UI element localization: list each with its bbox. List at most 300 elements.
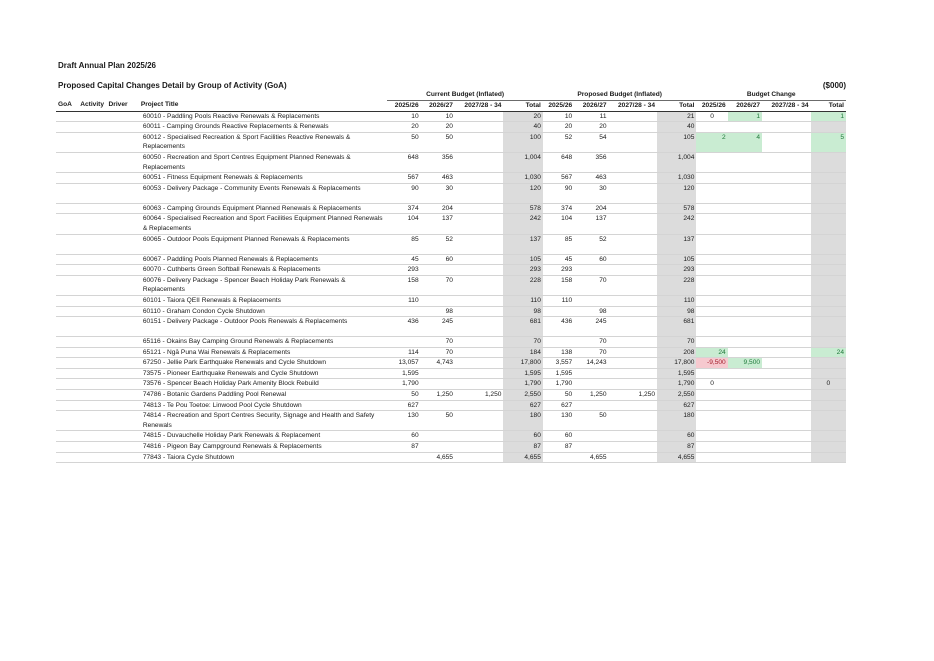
proposed-total-cell: 242 — [657, 214, 696, 234]
current-2027-cell — [455, 379, 503, 390]
current-2025-cell: 130 — [387, 411, 420, 431]
project-title-cell: 60050 - Recreation and Sport Centres Equipment Planned Renewals & Replacements — [139, 152, 387, 172]
activity-cell — [78, 368, 106, 379]
col-prop-2027: 2027/28 - 34 — [609, 100, 657, 111]
current-2025-cell: 13,057 — [387, 358, 420, 369]
change-2027-cell — [762, 214, 810, 234]
proposed-total-cell: 21 — [657, 111, 696, 122]
change-2027-cell — [762, 337, 810, 348]
change-2026-cell — [728, 442, 762, 453]
change-total-cell — [811, 265, 846, 276]
capital-changes-table — [56, 90, 846, 463]
proposed-2026-cell — [574, 379, 608, 390]
change-2025-cell — [696, 337, 727, 348]
goa-cell — [56, 442, 78, 453]
current-2025-cell: 20 — [387, 122, 420, 133]
change-2025-cell — [696, 295, 727, 306]
goa-cell — [56, 347, 78, 358]
proposed-2025-cell: 52 — [543, 132, 574, 152]
current-total-cell: 2,550 — [503, 390, 542, 401]
proposed-2026-cell: 52 — [574, 234, 608, 254]
proposed-2026-cell: 20 — [574, 122, 608, 133]
current-2027-cell — [455, 400, 503, 411]
change-2027-cell — [762, 306, 810, 317]
change-2025-cell — [696, 203, 727, 214]
proposed-total-cell: 137 — [657, 234, 696, 254]
current-2026-cell: 52 — [421, 234, 455, 254]
goa-cell — [56, 275, 78, 295]
goa-cell — [56, 317, 78, 337]
project-title-cell: 74814 - Recreation and Sport Centres Security, Signage and Health and Safety Renewals — [139, 411, 387, 431]
current-2027-cell — [455, 337, 503, 348]
project-title-cell: 73575 - Pioneer Earthquake Renewals and Cycle Shutdown — [139, 368, 387, 379]
table-row — [56, 358, 846, 369]
change-total-cell — [811, 452, 846, 463]
driver-cell — [107, 452, 139, 463]
driver-cell — [107, 431, 139, 442]
driver-cell — [107, 111, 139, 122]
activity-cell — [78, 431, 106, 442]
activity-cell — [78, 173, 106, 184]
change-total-cell — [811, 183, 846, 203]
proposed-2027-cell — [609, 295, 657, 306]
current-2026-cell: 356 — [421, 152, 455, 172]
driver-cell — [107, 234, 139, 254]
proposed-total-cell: 120 — [657, 183, 696, 203]
current-2026-cell: 98 — [421, 306, 455, 317]
activity-cell — [78, 214, 106, 234]
current-2026-cell: 30 — [421, 183, 455, 203]
driver-cell — [107, 183, 139, 203]
current-2026-cell: 463 — [421, 173, 455, 184]
goa-cell — [56, 132, 78, 152]
current-total-cell: 105 — [503, 254, 542, 265]
current-2025-cell: 627 — [387, 400, 420, 411]
current-2027-cell — [455, 452, 503, 463]
proposed-total-cell: 17,800 — [657, 358, 696, 369]
proposed-2027-cell — [609, 400, 657, 411]
current-2025-cell — [387, 337, 420, 348]
proposed-2026-cell: 70 — [574, 337, 608, 348]
change-total-cell: 0 — [811, 379, 846, 390]
goa-cell — [56, 306, 78, 317]
goa-cell — [56, 452, 78, 463]
change-total-cell: 1 — [811, 111, 846, 122]
change-2027-cell — [762, 347, 810, 358]
change-2027-cell — [762, 295, 810, 306]
driver-cell — [107, 306, 139, 317]
driver-cell — [107, 337, 139, 348]
proposed-2027-cell — [609, 214, 657, 234]
proposed-2025-cell: 60 — [543, 431, 574, 442]
current-2027-cell — [455, 214, 503, 234]
table-row — [56, 431, 846, 442]
proposed-total-cell: 208 — [657, 347, 696, 358]
change-total-cell — [811, 368, 846, 379]
proposed-2026-cell: 4,655 — [574, 452, 608, 463]
current-total-cell: 100 — [503, 132, 542, 152]
current-2026-cell — [421, 379, 455, 390]
change-total-cell — [811, 431, 846, 442]
current-2027-cell — [455, 411, 503, 431]
proposed-total-cell: 578 — [657, 203, 696, 214]
current-2026-cell: 4,743 — [421, 358, 455, 369]
activity-cell — [78, 306, 106, 317]
change-total-cell — [811, 234, 846, 254]
change-2025-cell — [696, 306, 727, 317]
table-row — [56, 400, 846, 411]
project-title-cell: 77843 - Taiora Cycle Shutdown — [139, 452, 387, 463]
current-2025-cell — [387, 306, 420, 317]
change-2026-cell — [728, 431, 762, 442]
goa-cell — [56, 358, 78, 369]
proposed-2026-cell — [574, 442, 608, 453]
proposed-2025-cell — [543, 306, 574, 317]
current-2025-cell: 104 — [387, 214, 420, 234]
activity-cell — [78, 203, 106, 214]
driver-cell — [107, 390, 139, 401]
proposed-total-cell: 1,595 — [657, 368, 696, 379]
change-total-cell — [811, 203, 846, 214]
change-2027-cell — [762, 132, 810, 152]
change-total-cell — [811, 254, 846, 265]
current-2025-cell: 114 — [387, 347, 420, 358]
change-2026-cell — [728, 295, 762, 306]
driver-cell — [107, 411, 139, 431]
proposed-2027-cell — [609, 173, 657, 184]
current-2026-cell: 70 — [421, 275, 455, 295]
change-2026-cell — [728, 214, 762, 234]
driver-cell — [107, 152, 139, 172]
col-driver: Driver — [107, 100, 139, 111]
current-2025-cell: 567 — [387, 173, 420, 184]
current-total-cell: 1,790 — [503, 379, 542, 390]
goa-cell — [56, 379, 78, 390]
change-2025-cell: 0 — [696, 379, 727, 390]
current-2026-cell: 50 — [421, 132, 455, 152]
table-row — [56, 452, 846, 463]
proposed-2026-cell: 54 — [574, 132, 608, 152]
project-title-cell: 74816 - Pigeon Bay Campground Renewals & Replacements — [139, 442, 387, 453]
current-2027-cell — [455, 173, 503, 184]
current-2027-cell — [455, 358, 503, 369]
proposed-2027-cell — [609, 183, 657, 203]
table-row — [56, 122, 846, 133]
current-2026-cell: 1,250 — [421, 390, 455, 401]
project-title-cell: 73576 - Spencer Beach Holiday Park Amenity Block Rebuild — [139, 379, 387, 390]
col-goa: GoA — [56, 100, 78, 111]
project-title-cell: 60012 - Specialised Recreation & Sport Facilities Reactive Renewals & Replacements — [139, 132, 387, 152]
activity-cell — [78, 347, 106, 358]
table-row — [56, 411, 846, 431]
current-2025-cell: 293 — [387, 265, 420, 276]
change-total-cell: 24 — [811, 347, 846, 358]
current-2027-cell — [455, 203, 503, 214]
proposed-total-cell: 228 — [657, 275, 696, 295]
proposed-2025-cell: 648 — [543, 152, 574, 172]
driver-cell — [107, 368, 139, 379]
change-2026-cell — [728, 275, 762, 295]
change-2027-cell — [762, 400, 810, 411]
goa-cell — [56, 111, 78, 122]
goa-cell — [56, 152, 78, 172]
change-2025-cell — [696, 152, 727, 172]
proposed-2026-cell: 137 — [574, 214, 608, 234]
change-2026-cell — [728, 265, 762, 276]
current-2027-cell — [455, 317, 503, 337]
change-2027-cell — [762, 183, 810, 203]
proposed-2027-cell — [609, 431, 657, 442]
proposed-2026-cell: 98 — [574, 306, 608, 317]
project-title-cell: 60076 - Delivery Package - Spencer Beach Holiday Park Renewals & Replacements — [139, 275, 387, 295]
change-2027-cell — [762, 379, 810, 390]
proposed-2026-cell: 204 — [574, 203, 608, 214]
proposed-total-cell: 1,004 — [657, 152, 696, 172]
proposed-2025-cell: 50 — [543, 390, 574, 401]
col-project-title: Project Title — [139, 100, 387, 111]
table-row — [56, 265, 846, 276]
current-2025-cell: 158 — [387, 275, 420, 295]
proposed-2026-cell: 11 — [574, 111, 608, 122]
proposed-2025-cell: 85 — [543, 234, 574, 254]
current-total-cell: 20 — [503, 111, 542, 122]
change-2025-cell — [696, 214, 727, 234]
table-row — [56, 379, 846, 390]
activity-cell — [78, 337, 106, 348]
project-title-cell: 74813 - Te Pou Toetoe: Linwood Pool Cycle Shutdown — [139, 400, 387, 411]
column-header-row — [56, 100, 846, 111]
goa-cell — [56, 214, 78, 234]
proposed-total-cell: 40 — [657, 122, 696, 133]
current-2027-cell — [455, 152, 503, 172]
change-2025-cell: 0 — [696, 111, 727, 122]
col-chg-2027: 2027/28 - 34 — [762, 100, 810, 111]
current-2027-cell — [455, 122, 503, 133]
change-2025-cell — [696, 265, 727, 276]
activity-cell — [78, 295, 106, 306]
current-2026-cell: 70 — [421, 337, 455, 348]
proposed-2025-cell: 436 — [543, 317, 574, 337]
current-2027-cell — [455, 265, 503, 276]
change-2026-cell: 4 — [728, 132, 762, 152]
proposed-2027-cell — [609, 275, 657, 295]
change-2025-cell: 2 — [696, 132, 727, 152]
change-2027-cell — [762, 411, 810, 431]
project-title-cell: 60067 - Paddling Pools Planned Renewals & Replacements — [139, 254, 387, 265]
current-2026-cell — [421, 442, 455, 453]
change-2025-cell — [696, 122, 727, 133]
proposed-2027-cell — [609, 379, 657, 390]
proposed-2025-cell: 87 — [543, 442, 574, 453]
current-total-cell: 293 — [503, 265, 542, 276]
proposed-2025-cell: 1,595 — [543, 368, 574, 379]
activity-cell — [78, 152, 106, 172]
change-total-cell — [811, 122, 846, 133]
table-row — [56, 173, 846, 184]
proposed-2027-cell — [609, 122, 657, 133]
current-total-cell: 228 — [503, 275, 542, 295]
goa-cell — [56, 431, 78, 442]
table-row — [56, 390, 846, 401]
current-2025-cell: 110 — [387, 295, 420, 306]
proposed-2027-cell — [609, 347, 657, 358]
change-2025-cell — [696, 275, 727, 295]
group-header-change: Budget Change — [696, 90, 846, 100]
current-total-cell: 60 — [503, 431, 542, 442]
col-chg-total: Total — [811, 100, 846, 111]
change-2027-cell — [762, 431, 810, 442]
change-total-cell — [811, 411, 846, 431]
group-header-current: Current Budget (Inflated) — [387, 90, 543, 100]
change-2025-cell — [696, 411, 727, 431]
change-2027-cell — [762, 234, 810, 254]
change-2027-cell — [762, 265, 810, 276]
proposed-2025-cell: 158 — [543, 275, 574, 295]
proposed-2026-cell: 60 — [574, 254, 608, 265]
table-row — [56, 203, 846, 214]
change-2027-cell — [762, 358, 810, 369]
change-total-cell — [811, 390, 846, 401]
change-total-cell: 5 — [811, 132, 846, 152]
proposed-total-cell: 98 — [657, 306, 696, 317]
goa-cell — [56, 265, 78, 276]
proposed-2026-cell: 245 — [574, 317, 608, 337]
goa-cell — [56, 368, 78, 379]
document-subtitle: Proposed Capital Changes Detail by Group of Activity (GoA) — [58, 81, 287, 90]
group-header-proposed: Proposed Budget (Inflated) — [543, 90, 697, 100]
change-2025-cell — [696, 390, 727, 401]
current-2026-cell: 10 — [421, 111, 455, 122]
current-2027-cell — [455, 183, 503, 203]
driver-cell — [107, 122, 139, 133]
driver-cell — [107, 400, 139, 411]
current-2026-cell: 20 — [421, 122, 455, 133]
activity-cell — [78, 275, 106, 295]
current-2025-cell: 50 — [387, 132, 420, 152]
current-2026-cell: 245 — [421, 317, 455, 337]
col-chg-2025: 2025/26 — [696, 100, 727, 111]
proposed-2027-cell — [609, 337, 657, 348]
change-2027-cell — [762, 390, 810, 401]
activity-cell — [78, 358, 106, 369]
proposed-2025-cell: 110 — [543, 295, 574, 306]
project-title-cell: 74815 - Duvauchelle Holiday Park Renewals & Replacement — [139, 431, 387, 442]
change-2025-cell — [696, 234, 727, 254]
current-total-cell: 1,595 — [503, 368, 542, 379]
current-total-cell: 184 — [503, 347, 542, 358]
proposed-2026-cell: 463 — [574, 173, 608, 184]
goa-cell — [56, 400, 78, 411]
change-2026-cell — [728, 379, 762, 390]
change-2026-cell — [728, 400, 762, 411]
current-2027-cell — [455, 347, 503, 358]
driver-cell — [107, 347, 139, 358]
activity-cell — [78, 234, 106, 254]
driver-cell — [107, 379, 139, 390]
proposed-2026-cell — [574, 400, 608, 411]
current-2026-cell: 70 — [421, 347, 455, 358]
change-2026-cell — [728, 368, 762, 379]
proposed-total-cell: 2,550 — [657, 390, 696, 401]
col-chg-2026: 2026/27 — [728, 100, 762, 111]
activity-cell — [78, 265, 106, 276]
current-2027-cell — [455, 295, 503, 306]
current-2025-cell: 374 — [387, 203, 420, 214]
activity-cell — [78, 452, 106, 463]
project-title-cell: 60065 - Outdoor Pools Equipment Planned Renewals & Replacements — [139, 234, 387, 254]
driver-cell — [107, 214, 139, 234]
goa-cell — [56, 234, 78, 254]
activity-cell — [78, 132, 106, 152]
change-2025-cell — [696, 442, 727, 453]
col-cur-total: Total — [503, 100, 542, 111]
current-total-cell: 40 — [503, 122, 542, 133]
col-cur-2025: 2025/26 — [387, 100, 420, 111]
change-2026-cell — [728, 203, 762, 214]
change-total-cell — [811, 358, 846, 369]
change-2027-cell — [762, 152, 810, 172]
current-2026-cell — [421, 368, 455, 379]
proposed-total-cell: 87 — [657, 442, 696, 453]
proposed-2025-cell: 45 — [543, 254, 574, 265]
change-2025-cell — [696, 254, 727, 265]
current-2026-cell: 60 — [421, 254, 455, 265]
change-2026-cell: 1 — [728, 111, 762, 122]
project-title-cell: 60101 - Taiora QEII Renewals & Replacements — [139, 295, 387, 306]
proposed-2027-cell — [609, 111, 657, 122]
driver-cell — [107, 275, 139, 295]
current-2026-cell: 137 — [421, 214, 455, 234]
proposed-total-cell: 293 — [657, 265, 696, 276]
proposed-total-cell: 627 — [657, 400, 696, 411]
proposed-2027-cell — [609, 152, 657, 172]
project-title-cell: 60064 - Specialised Recreation and Sport Facilities Equipment Planned Renewals & Replacements — [139, 214, 387, 234]
activity-cell — [78, 442, 106, 453]
change-2027-cell — [762, 254, 810, 265]
goa-cell — [56, 337, 78, 348]
proposed-2027-cell — [609, 452, 657, 463]
table-row — [56, 152, 846, 172]
proposed-2027-cell — [609, 265, 657, 276]
proposed-2026-cell: 30 — [574, 183, 608, 203]
proposed-2027-cell — [609, 132, 657, 152]
change-2027-cell — [762, 275, 810, 295]
change-total-cell — [811, 214, 846, 234]
current-total-cell: 1,004 — [503, 152, 542, 172]
current-2026-cell: 50 — [421, 411, 455, 431]
change-2027-cell — [762, 203, 810, 214]
table-row — [56, 306, 846, 317]
current-2026-cell — [421, 400, 455, 411]
change-2026-cell — [728, 254, 762, 265]
table-row — [56, 368, 846, 379]
goa-cell — [56, 295, 78, 306]
proposed-2025-cell: 90 — [543, 183, 574, 203]
current-total-cell: 87 — [503, 442, 542, 453]
current-2025-cell: 1,790 — [387, 379, 420, 390]
change-2026-cell — [728, 306, 762, 317]
proposed-2025-cell: 1,790 — [543, 379, 574, 390]
proposed-2027-cell: 1,250 — [609, 390, 657, 401]
proposed-2025-cell: 567 — [543, 173, 574, 184]
current-total-cell: 98 — [503, 306, 542, 317]
goa-cell — [56, 203, 78, 214]
change-2025-cell — [696, 400, 727, 411]
change-2027-cell — [762, 122, 810, 133]
proposed-2027-cell — [609, 368, 657, 379]
change-2026-cell — [728, 337, 762, 348]
driver-cell — [107, 265, 139, 276]
